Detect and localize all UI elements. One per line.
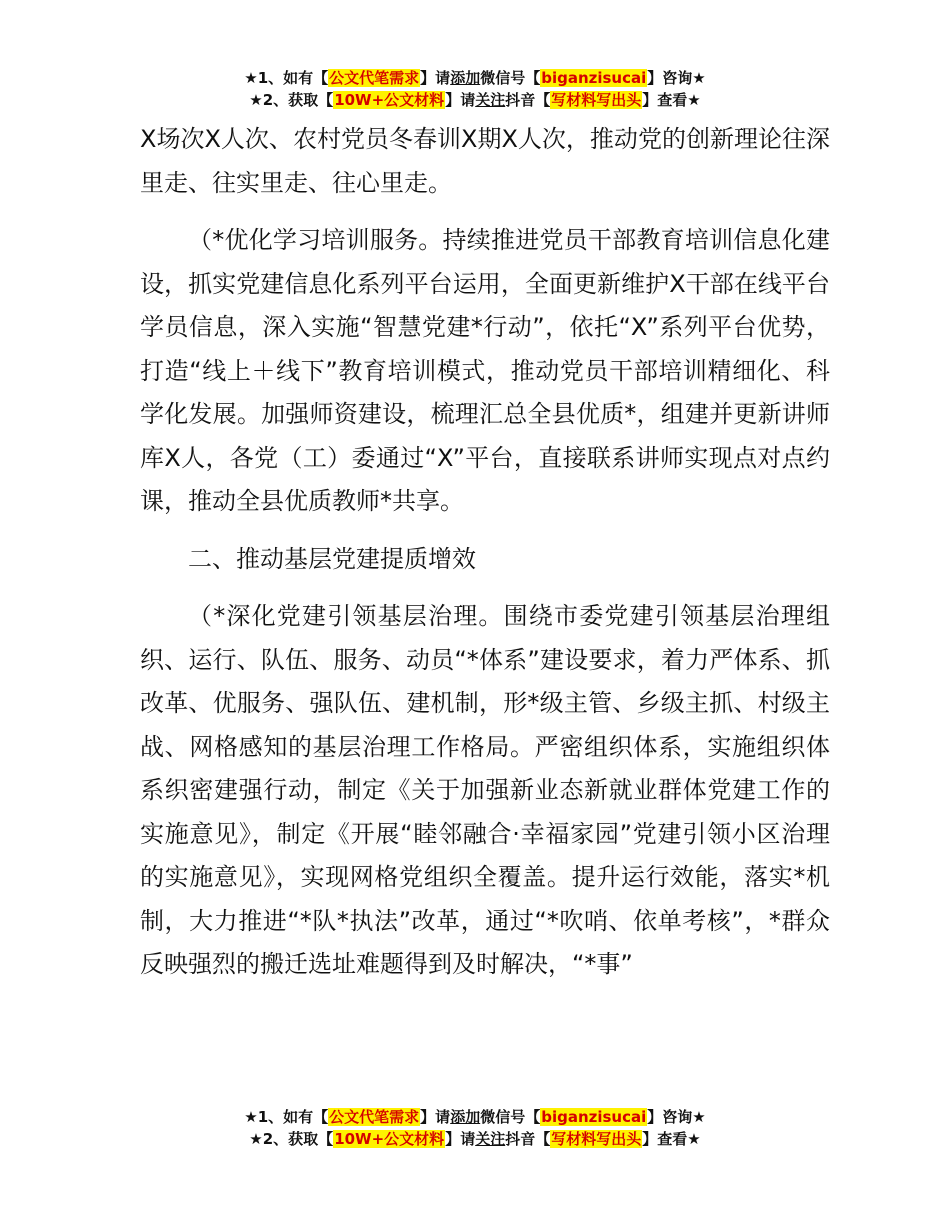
promo-highlight: 写材料写出头 bbox=[551, 1130, 642, 1148]
document-body bbox=[140, 118, 830, 987]
promo-text: 】请 bbox=[420, 69, 451, 87]
paragraph-3: （*深化党建引领基层治理。围绕市委党建引领基层治理组织、运行、队伍、服务、动员“*体系”建设要求，着力严体系、抓改革、优服务、强队伍、建机制，形*级主管、乡级主抓、村级主战、网格感知的基层治理工作格局。严密组织体系，实施组织体系织密建强行动，制定《关于加强新业态新就业群体党建工作的实施意见》，制定《开展“睦邻融合·幸福家园”党建引领小区治理的实施意见》，实现网格党组织全覆盖。提升运行效能，落实*机制，大力推进“*队*执法”改革，通过“*吹哨、依单考核”，*群众反映强烈的搬迁选址难题得到及时解决，“*事” bbox=[140, 602, 830, 978]
promo-banner-bottom bbox=[0, 1106, 950, 1150]
promo-highlight: 写材料写出头 bbox=[551, 91, 642, 109]
promo-line-2 bbox=[0, 1128, 950, 1150]
promo-emphasis: 关注 bbox=[475, 91, 506, 109]
promo-highlight: biganzisucai bbox=[541, 1108, 647, 1126]
promo-text: 2、获取【 bbox=[262, 91, 334, 109]
promo-emphasis: 关注 bbox=[475, 1130, 506, 1148]
section-heading: 二、推动基层党建提质增效 bbox=[188, 544, 476, 573]
promo-text: 2、获取【 bbox=[262, 1130, 334, 1148]
promo-text: 微信号【 bbox=[480, 1108, 541, 1126]
promo-text: 抖音【 bbox=[505, 1130, 551, 1148]
promo-line-1 bbox=[0, 1106, 950, 1128]
star-icon: ★ bbox=[244, 1108, 258, 1126]
promo-text: 】请 bbox=[420, 1108, 451, 1126]
star-icon: ★ bbox=[244, 69, 258, 87]
promo-text: 1、如有【 bbox=[257, 1108, 329, 1126]
promo-emphasis: 添加 bbox=[450, 1108, 481, 1126]
promo-text: 】查看★ bbox=[642, 91, 701, 109]
promo-text: 抖音【 bbox=[505, 91, 551, 109]
promo-text: 】请 bbox=[445, 1130, 476, 1148]
promo-text: 1、如有【 bbox=[257, 69, 329, 87]
promo-banner-top bbox=[0, 67, 950, 111]
star-icon: ★ bbox=[249, 1130, 263, 1148]
promo-highlight: 10W+公文材料 bbox=[334, 1130, 445, 1148]
promo-emphasis: 添加 bbox=[450, 69, 481, 87]
paragraph-1: X场次X人次、农村党员冬春训X期X人次，推动党的创新理论往深里走、往实里走、往心里走。 bbox=[140, 125, 830, 197]
paragraph-2: （*优化学习培训服务。持续推进党员干部教育培训信息化建设，抓实党建信息化系列平台运用，全面更新维护X干部在线平台学员信息，深入实施“智慧党建*行动”，依托“X”系列平台优势，打造“线上＋线下”教育培训模式，推动党员干部培训精细化、科学化发展。加强师资建设，梳理汇总全县优质*，组建并更新讲师库X人，各党（工）委通过“X”平台，直接联系讲师实现点对点约课，推动全县优质教师*共享。 bbox=[140, 226, 830, 515]
promo-text: 】咨询★ bbox=[647, 69, 706, 87]
promo-highlight: 公文代笔需求 bbox=[329, 1108, 420, 1126]
promo-text: 】请 bbox=[445, 91, 476, 109]
star-icon: ★ bbox=[249, 91, 263, 109]
promo-highlight: 公文代笔需求 bbox=[329, 69, 420, 87]
promo-highlight: biganzisucai bbox=[541, 69, 647, 87]
promo-text: 】查看★ bbox=[642, 1130, 701, 1148]
promo-line-2 bbox=[0, 89, 950, 111]
promo-line-1 bbox=[0, 67, 950, 89]
promo-highlight: 10W+公文材料 bbox=[334, 91, 445, 109]
promo-text: 】咨询★ bbox=[647, 1108, 706, 1126]
promo-text: 微信号【 bbox=[480, 69, 541, 87]
